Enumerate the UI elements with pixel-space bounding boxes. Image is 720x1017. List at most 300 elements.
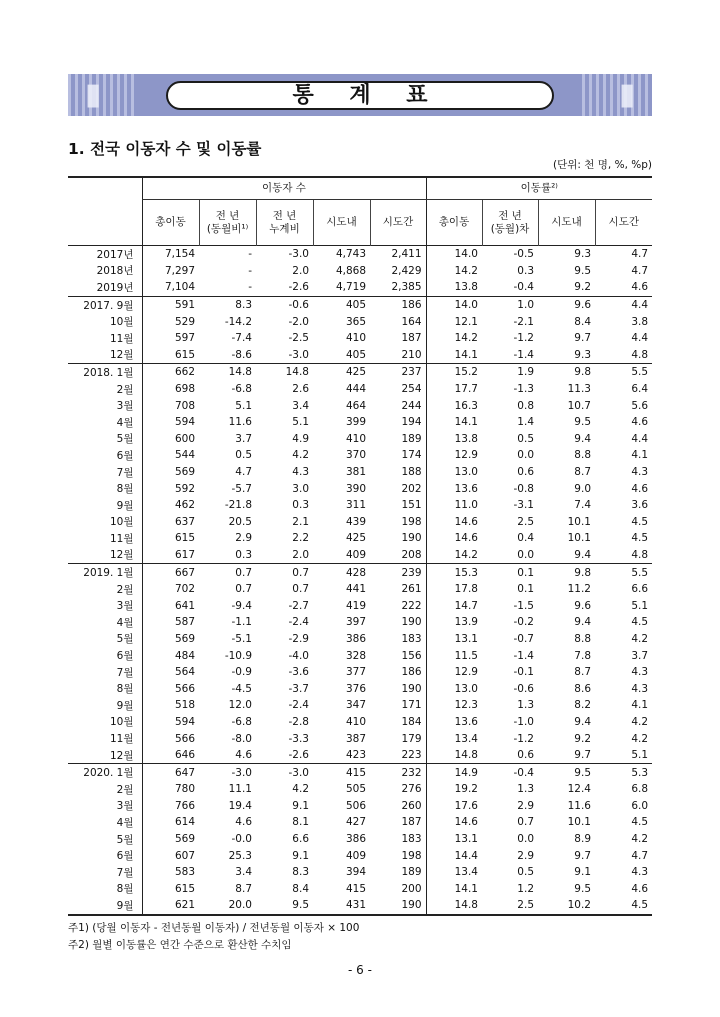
table-cell: 5.5 [631,566,649,579]
row-label: 9월 [116,499,134,512]
table-cell: 1.3 [517,783,534,796]
table-cell: 2,429 [391,264,422,277]
table-cell: 8.9 [574,833,591,846]
table-cell: 439 [345,515,366,528]
table-cell: 566 [142,680,199,697]
table-cell: 641 [142,597,199,614]
table-cell: 2.0 [292,264,309,277]
table-cell: 13.1 [426,831,482,848]
table-cell: 4.5 [631,616,649,629]
row-label: 2017. 9월 [83,299,134,312]
table-cell: 171 [401,699,422,712]
row-label: 8월 [116,683,134,696]
table-cell: - [248,248,252,261]
table-cell: 1.4 [517,416,534,429]
table-cell: 4.3 [292,466,309,479]
table-cell: 428 [345,566,366,579]
table-cell: 14.2 [426,547,482,564]
table-cell: 13.8 [426,431,482,448]
table-cell: 187 [401,332,422,345]
row-label: 7월 [116,866,134,879]
table-cell: -3.1 [513,499,534,512]
row-label: 2017년 [96,248,134,261]
table-cell: 569 [142,831,199,848]
table-cell: 4.4 [631,332,649,345]
row-label: 11월 [109,332,134,345]
table-cell: 232 [401,766,422,779]
table-row [68,680,652,697]
table-cell: 9.8 [574,366,591,379]
table-cell: 14.7 [426,597,482,614]
table-cell: 9.5 [574,264,591,277]
table-cell: 208 [401,548,422,561]
table-cell: 12.9 [426,664,482,681]
table-cell: 20.5 [228,515,252,528]
table-cell: -2.7 [288,599,309,612]
table-row [68,564,652,581]
table-cell: 2.5 [517,899,534,912]
table-cell: 9.4 [574,715,591,728]
table-cell: 9.1 [292,799,309,812]
table-cell: 6.6 [292,833,309,846]
row-label: 9월 [116,699,134,712]
table-cell: -0.6 [513,682,534,695]
table-cell: 423 [345,749,366,762]
table-cell: 8.3 [292,866,309,879]
table-cell: 0.5 [517,432,534,445]
table-cell: 14.9 [426,764,482,781]
table-row [68,414,652,431]
table-cell: 4.2 [631,715,649,728]
table-row [68,381,652,398]
table-cell: 8.8 [574,632,591,645]
table-cell: 0.6 [517,466,534,479]
table-cell: 9.3 [574,248,591,261]
table-cell: 4.2 [631,833,649,846]
table-cell: 0.0 [517,833,534,846]
table-row [68,246,652,263]
table-cell: 13.1 [426,631,482,648]
table-cell: 276 [401,783,422,796]
table-cell: 8.3 [235,299,252,312]
table-cell: -0.5 [513,248,534,261]
table-cell: -10.9 [224,649,252,662]
table-cell: 2.5 [517,515,534,528]
table-cell: 2.1 [292,515,309,528]
table-cell: 365 [345,315,366,328]
row-label: 12월 [109,749,134,762]
table-row [68,798,652,815]
table-cell: 5.3 [631,766,649,779]
table-row [68,614,652,631]
table-cell: -1.4 [513,348,534,361]
table-cell: 4.7 [235,466,252,479]
table-cell: 10.1 [567,816,591,829]
table-cell: -2.6 [288,281,309,294]
table-cell: 0.6 [517,749,534,762]
table-cell: 4.9 [292,432,309,445]
table-row [68,330,652,347]
bar-chart-deco-icon: ▮ [84,77,102,112]
table-cell: 3.7 [235,432,252,445]
table-cell: 0.1 [517,566,534,579]
table-cell: 3.6 [631,499,649,512]
row-label: 5월 [116,433,134,446]
table-cell: 202 [401,482,422,495]
table-cell: 4.6 [235,816,252,829]
row-label: 2020. 1월 [83,767,134,780]
table-cell: -6.8 [231,383,252,396]
table-cell: 179 [401,732,422,745]
table-cell: 11.2 [567,583,591,596]
table-cell: 394 [345,866,366,879]
table-cell: -3.6 [288,666,309,679]
table-cell: 9.2 [574,281,591,294]
table-cell: 9.5 [574,882,591,895]
table-cell: 0.0 [517,548,534,561]
table-row [68,897,652,915]
table-cell: -5.1 [231,632,252,645]
table-row [68,464,652,481]
row-label: 6월 [116,449,134,462]
table-cell: 0.3 [235,548,252,561]
table-cell: 662 [142,364,199,381]
table-cell: 151 [401,499,422,512]
row-group [68,764,652,915]
table-cell: 14.0 [426,246,482,263]
table-cell: 415 [345,766,366,779]
table-cell: 11.3 [567,383,591,396]
table-row [68,447,652,464]
table-cell: 4.8 [631,548,649,561]
table-cell: 4.7 [631,264,649,277]
table-cell: -3.0 [288,766,309,779]
table-cell: 311 [345,499,366,512]
table-cell: 0.3 [517,264,534,277]
table-cell: 15.2 [426,364,482,381]
row-group [68,364,652,564]
table-cell: 591 [142,296,199,313]
table-row [68,480,652,497]
table-cell: 8.1 [292,816,309,829]
table-cell: 0.5 [235,449,252,462]
table-row [68,347,652,364]
table-cell: 381 [345,466,366,479]
table-row [68,664,652,681]
table-cell: 780 [142,781,199,798]
column-header: 시도내 [313,200,370,246]
table-cell: 3.7 [631,649,649,662]
table-cell: 9.2 [574,732,591,745]
table-cell: -2.0 [288,315,309,328]
row-label: 4월 [116,416,134,429]
table-cell: 17.7 [426,381,482,398]
table-cell: 3.0 [292,482,309,495]
table-cell: 14.1 [426,414,482,431]
table-cell: 7.8 [574,649,591,662]
table-cell: 594 [142,414,199,431]
table-cell: 0.7 [292,566,309,579]
table-cell: 614 [142,814,199,831]
table-cell: 11.5 [426,647,482,664]
table-cell: 2.9 [235,532,252,545]
table-cell: 17.8 [426,581,482,598]
banner-title-box [166,81,554,110]
table-row [68,864,652,881]
table-cell: 347 [345,699,366,712]
table-cell: 8.7 [574,466,591,479]
table-cell: 189 [401,432,422,445]
table-cell: 0.8 [517,399,534,412]
table-cell: 14.0 [426,296,482,313]
table-cell: 8.7 [235,882,252,895]
table-cell: 20.0 [228,899,252,912]
table-cell: -3.3 [288,732,309,745]
table-cell: 405 [345,299,366,312]
row-label: 11월 [109,532,134,545]
table-cell: 592 [142,480,199,497]
row-group [68,564,652,764]
table-cell: 13.0 [426,464,482,481]
table-cell: 387 [345,732,366,745]
table-cell: 186 [401,666,422,679]
table-cell: 4.5 [631,515,649,528]
table-cell: 14.2 [426,263,482,280]
table-cell: 4.5 [631,816,649,829]
table-cell: 4.3 [631,666,649,679]
table-cell: 10.7 [567,399,591,412]
row-label: 9월 [116,899,134,912]
table-cell: 4.2 [292,783,309,796]
row-label: 12월 [109,349,134,362]
table-cell: -2.9 [288,632,309,645]
table-cell: 9.4 [574,432,591,445]
table-row [68,730,652,747]
table-row [68,764,652,781]
table-cell: -4.0 [288,649,309,662]
table-cell: 566 [142,730,199,747]
table-cell: 190 [401,532,422,545]
table-cell: 464 [345,399,366,412]
table-row [68,814,652,831]
table-cell: 410 [345,332,366,345]
column-header: 전 년 누계비 [256,200,313,246]
table-cell: -0.4 [513,281,534,294]
table-cell: 260 [401,799,422,812]
table-cell: 419 [345,599,366,612]
table-cell: 10.2 [567,899,591,912]
table-cell: 766 [142,798,199,815]
table-cell: 11.1 [228,783,252,796]
table-cell: 5.1 [631,749,649,762]
table-cell: 14.8 [426,747,482,764]
column-header: 시도내 [538,200,595,246]
page-number: - 6 - [348,963,372,977]
table-cell: 587 [142,614,199,631]
table-cell: 441 [345,583,366,596]
table-cell: 2.9 [517,849,534,862]
table-cell: 7.4 [574,499,591,512]
table-cell: 4.6 [631,416,649,429]
table-cell: 156 [401,649,422,662]
table-row [68,831,652,848]
table-cell: 14.4 [426,847,482,864]
table-cell: -6.8 [231,715,252,728]
table-cell: -14.2 [224,315,252,328]
table-cell: -8.0 [231,732,252,745]
table-cell: -2.1 [513,315,534,328]
table-cell: 261 [401,583,422,596]
table-cell: 386 [345,632,366,645]
table-cell: -3.0 [288,348,309,361]
table-cell: 4.2 [631,732,649,745]
table-cell: 13.9 [426,614,482,631]
row-label: 10월 [109,716,134,729]
table-cell: 10.1 [567,532,591,545]
table-cell: 4.7 [631,248,649,261]
table-cell: 19.4 [228,799,252,812]
table-cell: 9.7 [574,849,591,862]
table-cell: 409 [345,849,366,862]
table-cell: 6.8 [631,783,649,796]
table-cell: 183 [401,833,422,846]
table-cell: -3.0 [288,248,309,261]
table-cell: 583 [142,864,199,881]
table-cell: 189 [401,866,422,879]
table-cell: -5.7 [231,482,252,495]
table-cell: 187 [401,816,422,829]
table-cell: 328 [345,649,366,662]
table-cell: 370 [345,449,366,462]
table-cell: 4.7 [631,849,649,862]
row-group [68,246,652,297]
unit-label: (단위: 천 명, %, %p) [553,159,652,171]
table-row [68,263,652,280]
table-cell: 9.4 [574,616,591,629]
table-cell: 9.4 [574,548,591,561]
table-cell: 1.0 [517,299,534,312]
table-cell: 5.6 [631,399,649,412]
table-cell: 9.6 [574,299,591,312]
table-cell: 0.7 [292,583,309,596]
table-cell: 518 [142,697,199,714]
table-cell: 425 [345,532,366,545]
table-cell: -7.4 [231,332,252,345]
table-cell: 4.3 [631,682,649,695]
table-cell: -1.2 [513,332,534,345]
table-cell: 184 [401,715,422,728]
table-cell: 569 [142,464,199,481]
column-header: 총이동 [426,200,482,246]
table-cell: -2.5 [288,332,309,345]
table-cell: -3.0 [231,766,252,779]
footnotes [68,920,359,954]
table-cell: 8.6 [574,682,591,695]
row-label: 2월 [116,383,134,396]
column-header: 총이동 [142,200,199,246]
table-cell: 2.9 [517,799,534,812]
row-label: 2019. 1월 [83,567,134,580]
table-cell: -2.8 [288,715,309,728]
table-cell: 4.6 [631,882,649,895]
table-cell: 4,719 [335,281,366,294]
table-cell: 386 [345,833,366,846]
table-row [68,431,652,448]
table-cell: 376 [345,682,366,695]
table-cell: 223 [401,749,422,762]
table-cell: 13.0 [426,680,482,697]
table-cell: 409 [345,548,366,561]
table-cell: 0.1 [517,583,534,596]
table-cell: 377 [345,666,366,679]
column-header: 전 년 (동월)차 [482,200,538,246]
table-cell: 484 [142,647,199,664]
table-cell: -0.7 [513,632,534,645]
table-cell: 9.8 [574,566,591,579]
table-cell: 14.2 [426,330,482,347]
table-cell: - [248,264,252,277]
table-row [68,714,652,731]
table-cell: 14.6 [426,530,482,547]
table-cell: -0.8 [513,482,534,495]
row-label: 2월 [116,583,134,596]
table-cell: 14.8 [285,366,309,379]
table-cell: 0.0 [517,449,534,462]
table-cell: 9.5 [574,766,591,779]
table-cell: 11.0 [426,497,482,514]
table-cell: 2.2 [292,532,309,545]
table-cell: 637 [142,514,199,531]
row-label-header [68,177,142,246]
table-cell: 0.4 [517,532,534,545]
table-cell: -0.1 [513,666,534,679]
table-cell: -0.6 [288,299,309,312]
table-cell: 12.9 [426,447,482,464]
table-cell: 462 [142,497,199,514]
table-row [68,631,652,648]
table-cell: 8.7 [574,666,591,679]
table-row [68,547,652,564]
table-cell: 506 [345,799,366,812]
table-cell: 4.6 [631,281,649,294]
table-cell: 254 [401,383,422,396]
table-row [68,847,652,864]
table-cell: 13.6 [426,714,482,731]
table-cell: -0.9 [231,666,252,679]
row-group [68,296,652,363]
table-cell: 7,154 [142,246,199,263]
table-cell: 15.3 [426,564,482,581]
table-cell: 4.5 [631,899,649,912]
table-cell: 9.3 [574,348,591,361]
table-cell: 410 [345,432,366,445]
table-cell: 1.2 [517,882,534,895]
migration-table [68,176,652,916]
sub-header-row [68,200,652,246]
table-cell: -2.6 [288,749,309,762]
table-cell: 564 [142,664,199,681]
row-label: 8월 [116,483,134,496]
table-cell: 9.7 [574,332,591,345]
table-row [68,747,652,764]
table-cell: 431 [345,899,366,912]
table-cell: -9.4 [231,599,252,612]
table-cell: 6.6 [631,583,649,596]
row-label: 10월 [109,316,134,329]
table-cell: -8.6 [231,348,252,361]
table-cell: 597 [142,330,199,347]
table-cell: 1.3 [517,699,534,712]
